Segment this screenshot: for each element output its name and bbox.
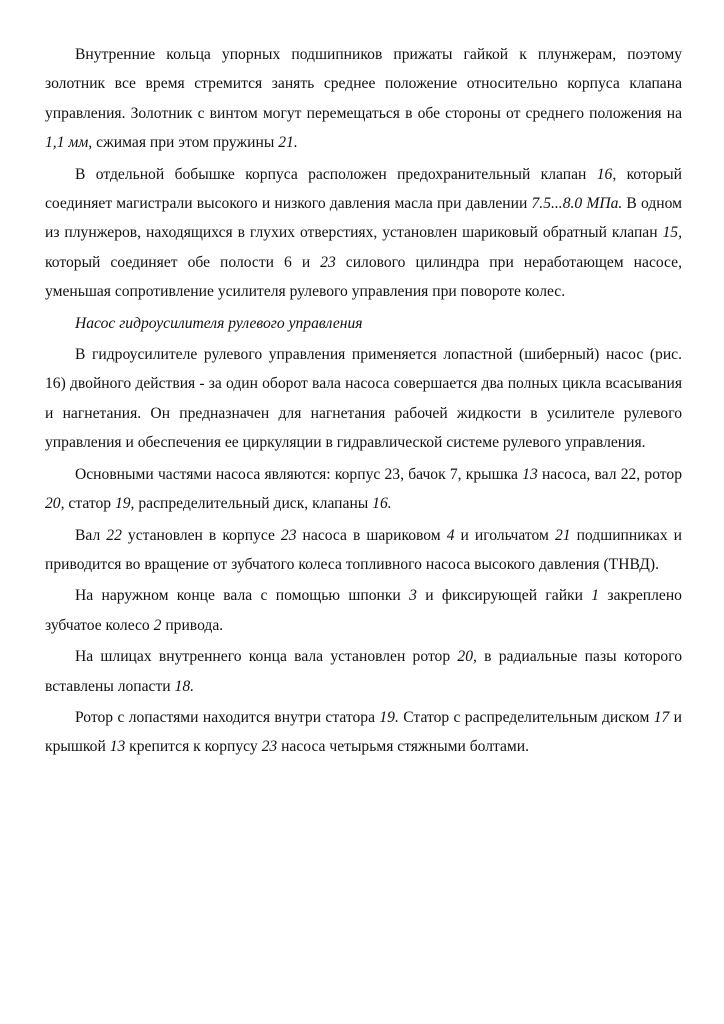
text-run: и игольчатом: [454, 526, 555, 544]
paragraph-pump-type: В гидроусилителе рулевого управления применяется лопастной (шиберный) насос (рис. 16) двойного действия - за один оборот вала насоса совершается два полных цикла всасывания и нагнетания. Он предназначен для нагнетания рабочей жидкости в усилителе рулевого управления и обеспечения ее циркуляции в гидравлической системе рулевого управления.: [45, 346, 682, 452]
text-run: силового цилиндра при неработающем насосе, уменьшая сопротивление усилителя рулевого управления при повороте колес.: [45, 253, 682, 301]
text-run: привода.: [161, 616, 224, 634]
italic-ref: 23: [320, 253, 336, 271]
italic-ref: 3: [409, 587, 417, 605]
italic-ref: 19.: [379, 708, 399, 726]
text-run: подшипниках и приводится во вращение от зубчатого колеса топливного насоса высокого давления (ТНВД).: [45, 526, 683, 573]
italic-ref: 21.: [278, 134, 298, 152]
text-run: насоса четырьмя стяжными болтами.: [277, 738, 530, 756]
paragraph-pump-parts: [45, 460, 682, 519]
text-run: Основными частями насоса являются: корпус 23, бачок 7, крышка: [75, 465, 523, 483]
text-run: установлен в корпусе: [121, 526, 281, 544]
paragraph-thrust-bearings: [45, 40, 682, 158]
italic-ref: 1: [591, 587, 600, 605]
italic-ref: 4: [446, 526, 455, 544]
text-run: Вал: [75, 526, 107, 544]
text-run: и фиксирующей гайки: [416, 587, 592, 605]
paragraph-shaft-bearings: [45, 521, 682, 580]
text-run: Внутренние кольца упорных подшипников прижаты гайкой к плунжерам, поэтому золотник все время стремится занять среднее положение относительно корпуса клапана управления. Золотник с винтом могут перемещаться в обе стороны от среднего положения на: [45, 46, 682, 122]
text-run: В одном из плунжеров, находящихся в глухих отверстиях, установлен шариковый обратный клапан: [45, 195, 682, 242]
text-run: крепится к корпусу: [125, 738, 262, 756]
paragraph-rotor: [45, 642, 682, 701]
text-run: Статор с распределительным диском: [398, 708, 654, 726]
italic-ref: 13: [522, 465, 538, 483]
text-run: Ротор с лопастями находится внутри статора: [75, 708, 380, 726]
italic-ref: 17: [653, 708, 670, 726]
text-run: который соединяет обе полости 6 и: [45, 253, 321, 271]
paragraph-stator: [45, 703, 682, 762]
italic-ref: 16.: [372, 495, 392, 513]
italic-ref: 20,: [45, 495, 65, 513]
paragraph-safety-valve: [45, 160, 682, 307]
text-run: распределительный диск, клапаны: [134, 495, 373, 513]
text-run: закреплено зубчатое колесо: [45, 587, 682, 634]
paragraph-drive-gear: [45, 581, 682, 640]
text-run: статор: [64, 495, 115, 513]
italic-ref: 19,: [114, 495, 135, 513]
italic-ref: 15,: [662, 224, 682, 242]
text-run: В отдельной бобышке корпуса расположен предохранительный клапан: [75, 165, 597, 183]
text-run: который соединяет магистрали высокого и низкого давления масла при давлении: [45, 165, 682, 213]
italic-ref: 18.: [174, 677, 195, 695]
text-run: На наружном конце вала с помощью шпонки: [75, 587, 410, 605]
text-run: насоса, вал 22, ротор: [537, 465, 682, 483]
italic-ref: 23: [280, 526, 297, 544]
text-run: и крышкой: [45, 708, 683, 756]
italic-ref: 21: [554, 526, 571, 544]
italic-value: 1,1 мм,: [45, 134, 93, 152]
italic-ref: 13: [109, 738, 126, 756]
italic-ref: 23: [261, 738, 278, 756]
italic-ref: 22: [106, 526, 122, 544]
italic-value: 7.5...8.0 МПа.: [531, 195, 623, 213]
text-run: сжимая при этом пружины: [92, 134, 279, 152]
text-run: насоса в шариковом: [296, 526, 447, 544]
section-heading: Насос гидроусилителя рулевого управления: [75, 314, 363, 332]
text-run: На шлицах внутреннего конца вала установлен ротор: [75, 648, 458, 666]
document-page: [45, 40, 682, 764]
italic-ref: 16,: [596, 165, 617, 183]
italic-ref: 20,: [457, 648, 477, 666]
italic-ref: 2: [153, 616, 162, 634]
text-run: в радиальные пазы которого вставлены лопасти: [45, 648, 683, 695]
